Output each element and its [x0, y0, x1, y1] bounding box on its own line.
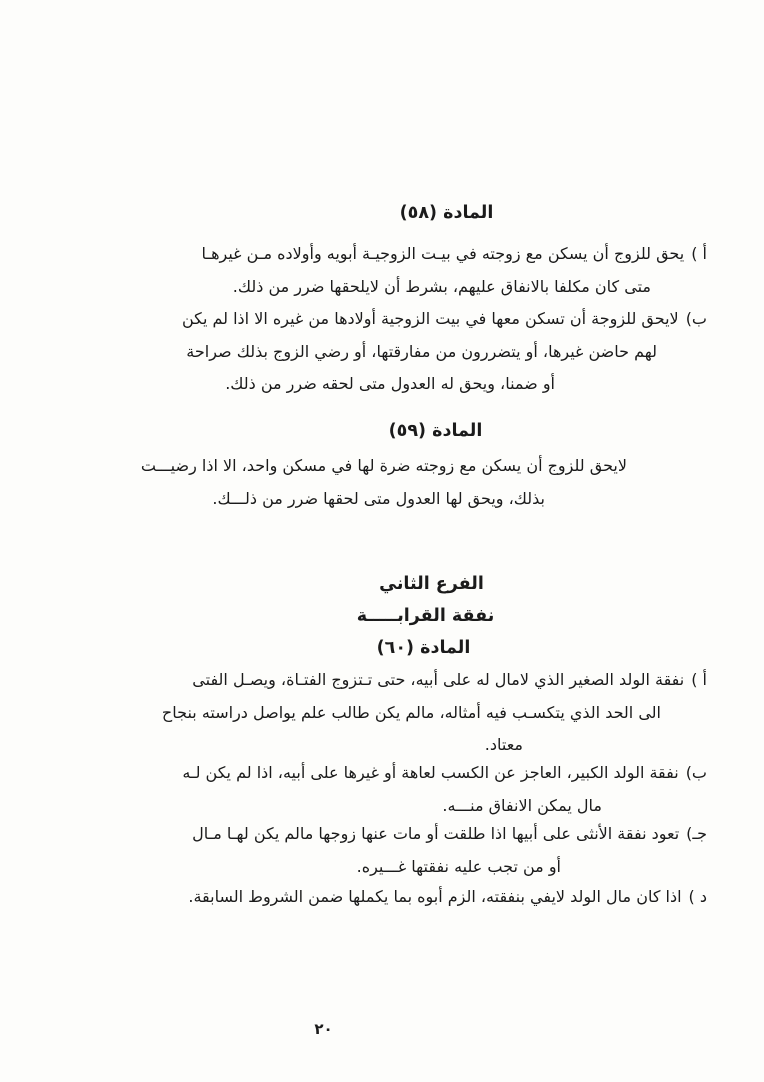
article-60-clause-a: [60, 664, 707, 762]
branch-subheading: [60, 603, 707, 629]
clause-b-marker: ب): [685, 309, 707, 328]
article-58: [60, 200, 707, 226]
clause-d-marker: د ): [688, 887, 707, 906]
article-60: [60, 635, 707, 661]
branch-subtitle: نفقة القرابـــــة: [356, 606, 495, 626]
clause-b-marker: ب): [685, 763, 707, 782]
article-59: [60, 418, 707, 444]
clause-a-line-2: متى كان مكلفا بالانفاق عليهم، بشرط أن لايلحقها ضرر من ذلك.: [232, 276, 651, 296]
clause-b-line-1: لايحق للزوجة أن تسكن معها في بيت الزوجية أولادها من غيره الا اذا لم يكن: [181, 309, 679, 328]
clause-a-line-1: نفقة الولد الصغير الذي لامال له على أبيه، حتى تـتزوج الفتـاة، ويصـل الفتى: [192, 670, 685, 689]
branch-heading: [60, 571, 707, 597]
clause-a-line-1: يحق للزوج أن يسكن مع زوجته في بيـت الزوجيـة أبويه وأولاده مـن غيرهـا: [201, 244, 685, 263]
clause-a-line-3: معتاد.: [484, 735, 523, 754]
clause-a-marker: أ ): [691, 670, 707, 689]
article-58-title: المادة (٥٨): [399, 203, 494, 223]
page-content: [60, 0, 707, 1082]
clause-j-line-2: أو من تجب عليه نفقتها غـــيره.: [356, 856, 561, 876]
article-60-title: المادة (٦٠): [376, 638, 471, 658]
clause-b-line-3: أو ضمنا، ويحق له العدول متى لحقه ضرر من ذلك.: [225, 374, 555, 393]
article-59-line-1: لايحق للزوج أن يسكن مع زوجته ضرة لها في مسكن واحد، الا اذا رضيـــت: [140, 456, 627, 475]
clause-b-line-1: نفقة الولد الكبير، العاجز عن الكسب لعاهة أو غيرها على أبيه، اذا لم يكن لـه: [182, 763, 679, 782]
clause-j-line-1: تعود نفقة الأنثى على أبيها اذا طلقت أو مات عنها زوجها مالم يكن لهـا مـال: [192, 824, 680, 843]
clause-a-line-2: الى الحد الذي يتكسـب فيه أمثاله، مالم يكن طالب علم يواصل دراسته بنجاح: [161, 702, 661, 722]
article-60-clause-d: [60, 881, 707, 914]
page-number: ٢٠: [314, 1020, 333, 1038]
clause-d-line-1: اذا كان مال الولد لايفي بنفقته، الزم أبوه بما يكملها ضمن الشروط السابقة.: [188, 887, 682, 906]
article-60-clause-b: [60, 757, 707, 822]
branch-title: الفرع الثاني: [379, 574, 484, 594]
clause-b-line-2: لهم حاضن غيرها، أو يتضررون من مفارقتها، أو رضي الزوج بذلك صراحة: [186, 341, 657, 361]
article-58-clause-b: [60, 303, 707, 401]
clause-j-marker: جـ): [686, 824, 707, 843]
article-59-body: [60, 450, 707, 515]
clause-b-line-2: مال يمكن الانفاق منـــه.: [442, 795, 602, 815]
article-59-title: المادة (٥٩): [388, 421, 483, 441]
article-58-clause-a: [60, 238, 707, 303]
clause-a-marker: أ ): [691, 244, 707, 263]
article-59-line-2: بذلك، ويحق لها العدول متى لحقها ضرر من ذلـــك.: [212, 488, 545, 508]
article-60-clause-j: [60, 818, 707, 883]
